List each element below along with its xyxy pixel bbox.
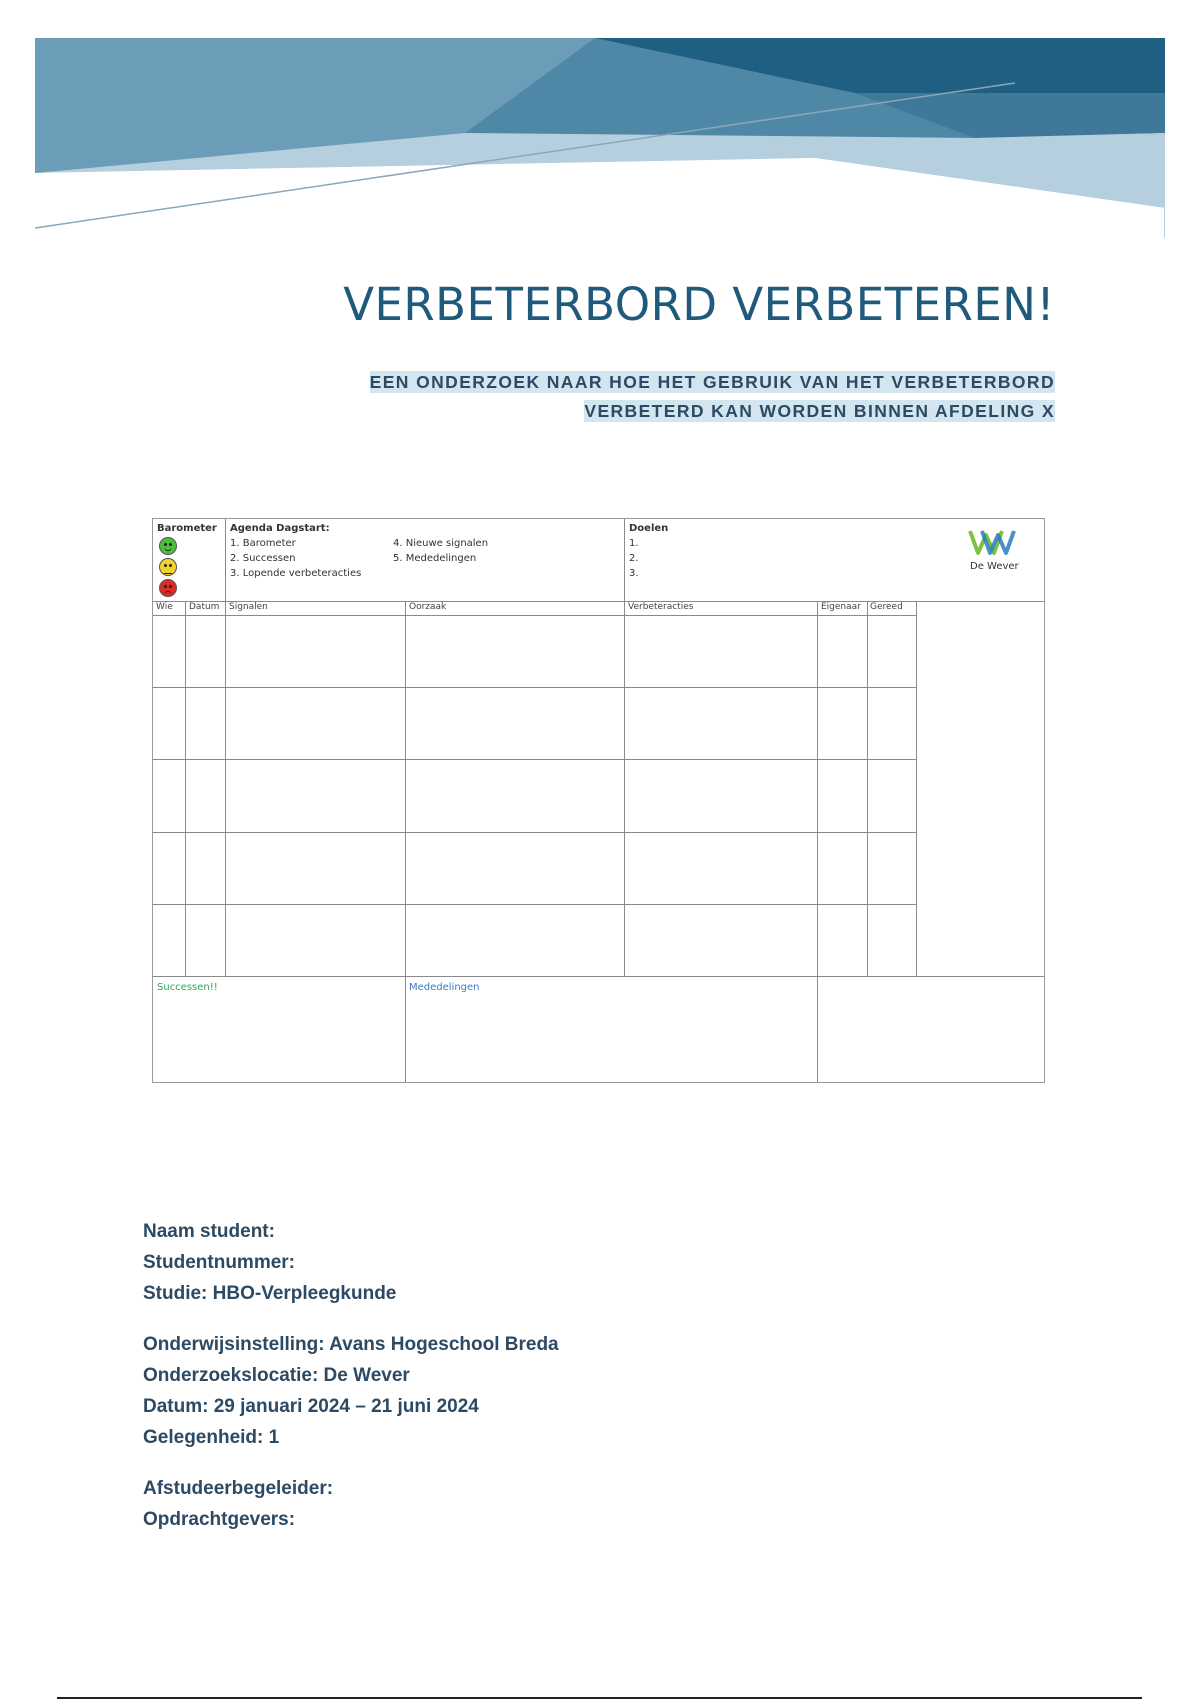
gelegenheid: Gelegenheid: 1 <box>143 1427 280 1448</box>
afstudeerbegeleider: Afstudeerbegeleider: <box>143 1478 334 1499</box>
footer-divider <box>57 1697 1142 1699</box>
subtitle-line-1: EEN ONDERZOEK NAAR HOE HET GEBRUIK VAN HET VERBETERBORD <box>369 372 1055 392</box>
smiley-neutral-icon <box>159 558 177 576</box>
doelen-label: Doelen <box>629 523 669 534</box>
subtitle-line-2: VERBETERD KAN WORDEN BINNEN AFDELING X <box>584 401 1055 421</box>
agenda-item: 3. Lopende verbeteracties <box>230 568 362 579</box>
doelen-item: 3. <box>629 568 639 579</box>
doelen-item: 2. <box>629 553 639 564</box>
doelen-item: 1. <box>629 538 639 549</box>
onderwijsinstelling: Onderwijsinstelling: Avans Hogeschool Breda <box>143 1334 559 1355</box>
smiley-happy-icon <box>159 537 177 555</box>
column-header-eigenaar: Eigenaar <box>821 602 861 612</box>
agenda-item: 5. Mededelingen <box>393 553 477 564</box>
onderzoekslocatie: Onderzoekslocatie: De Wever <box>143 1365 410 1386</box>
column-header-verbeteracties: Verbeteracties <box>628 602 694 612</box>
barometer-label: Barometer <box>157 523 217 534</box>
document-subtitle <box>335 368 1055 426</box>
studie: Studie: HBO-Verpleegkunde <box>143 1283 397 1304</box>
document-title: VERBETERBORD VERBETEREN! <box>343 278 1055 331</box>
agenda-item: 1. Barometer <box>230 538 296 549</box>
column-header-gereed: Gereed <box>870 602 903 612</box>
successen-label: Successen!! <box>157 982 218 993</box>
agenda-item: 4. Nieuwe signalen <box>393 538 489 549</box>
column-header-wie: Wie <box>156 602 173 612</box>
header-banner <box>35 38 1165 238</box>
studentnummer: Studentnummer: <box>143 1252 295 1273</box>
mededelingen-label: Mededelingen <box>409 982 480 993</box>
opdrachtgevers: Opdrachtgevers: <box>143 1509 296 1530</box>
agenda-item: 2. Successen <box>230 553 296 564</box>
datum: Datum: 29 januari 2024 – 21 juni 2024 <box>143 1396 479 1417</box>
naam-student: Naam student: <box>143 1221 275 1242</box>
student-info <box>143 1216 559 1535</box>
smiley-sad-icon <box>159 579 177 597</box>
agenda-label: Agenda Dagstart: <box>230 523 330 534</box>
verbeterbord-image <box>152 518 1045 1083</box>
column-header-signalen: Signalen <box>229 602 268 612</box>
column-header-oorzaak: Oorzaak <box>409 602 447 612</box>
logo-text: De Wever <box>970 561 1019 572</box>
column-header-datum: Datum <box>189 602 220 612</box>
de-wever-logo <box>968 527 1018 557</box>
